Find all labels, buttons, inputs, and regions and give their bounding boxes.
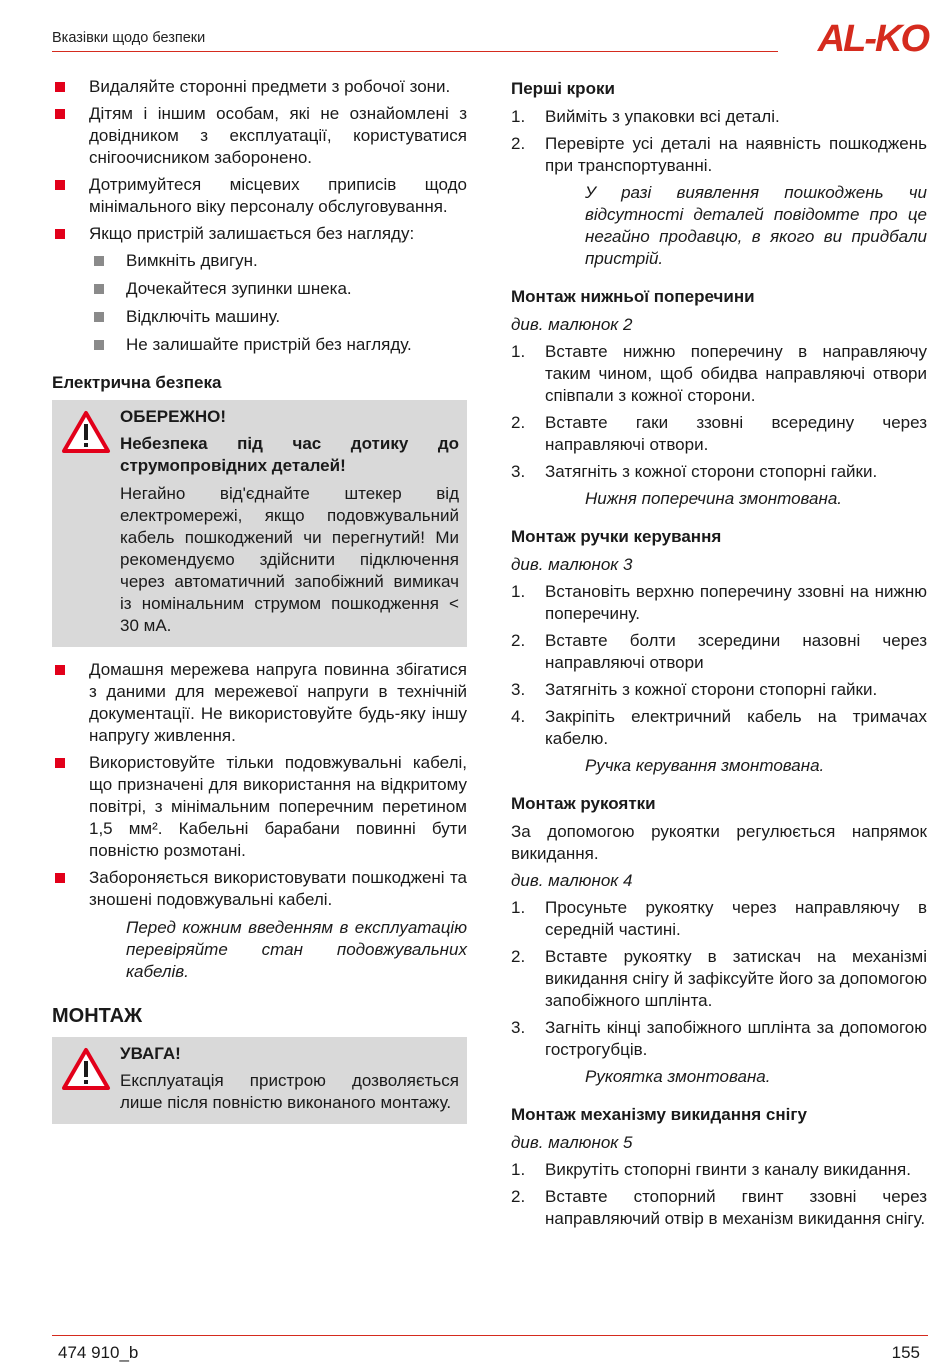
document-number: 474 910_b — [58, 1343, 139, 1362]
sub-list-item: Відключіть машину. — [52, 306, 467, 328]
figure-reference: див. малюнок 2 — [511, 315, 633, 334]
list-item: Видаляйте сторонні предмети з робочої зони. — [52, 76, 467, 98]
page-header — [52, 0, 928, 60]
footer-divider — [52, 1335, 928, 1336]
list-item: Дітям і іншим особам, які не ознайомлені з довідником з експлуатації, користуватися снігоочисником заборонено. — [52, 103, 467, 169]
right-column — [511, 76, 927, 1235]
step-item: 2. Вставте гаки ззовні всередину через направляючі отвори. — [511, 413, 927, 454]
step-item: 1. Вийміть з упаковки всі деталі. — [511, 107, 780, 126]
header-divider — [52, 51, 778, 52]
attention-title: УВАГА! — [120, 1044, 181, 1063]
list-item: Домашня мережева напруга повинна збігатися з даними для мережевої напруги в технічній документації. Не використовуйте будь-яку іншу напругу живлення. — [52, 659, 467, 747]
list-item: Використовуйте тільки подовжувальні кабелі, що призначені для використання на відкритому повітрі, з мінімальним поперечним перетином 1,5 мм². Кабельні барабани повинні бути повністю розмотані. — [52, 752, 467, 862]
caution-subtitle: Небезпека під час дотику до струмопровідних деталей! — [120, 434, 459, 475]
step-item: 2. Вставте стопорний гвинт ззовні через направляючий отвір в механізм викидання снігу. — [511, 1187, 927, 1228]
montage-heading: МОНТАЖ — [52, 1005, 143, 1027]
step-item: 3. Затягніть з кожної сторони стопорні гайки. — [511, 680, 878, 699]
step-item: 2. Перевірте усі деталі на наявність пошкоджень при транспортуванні. — [511, 134, 927, 175]
figure-reference: див. малюнок 3 — [511, 555, 633, 574]
first-steps-note: У разі виявлення пошкоджень чи відсутності деталей повідомте про це негайно продавцю, в якого ви придбали пристрій. — [585, 183, 927, 268]
left-column — [52, 76, 467, 1136]
list-item: Дотримуйтеся місцевих приписів щодо мінімального віку персоналу обслуговування. — [52, 174, 467, 218]
crank-intro: За допомогою рукоятки регулюється напрямок викидання. — [511, 822, 927, 863]
step-item: 1. Вставте нижню поперечину в направляючу таким чином, щоб обидва направляючі отвори співпали з кожної сторони. — [511, 342, 927, 405]
step-item: 2. Вставте болти зсередини назовні через направляючі отвори — [511, 631, 927, 672]
cable-note: Перед кожним введенням в експлуатацію перевіряйте стан подовжувальних кабелів. — [126, 918, 467, 981]
figure-reference: див. малюнок 4 — [511, 871, 633, 890]
warning-triangle-icon — [61, 410, 111, 454]
lower-crossbar-heading: Монтаж нижньої поперечини — [511, 287, 755, 306]
result-note: Рукоятка змонтована. — [585, 1067, 771, 1086]
brand-logo: AL-KO — [817, 18, 928, 60]
step-item: 1. Викрутіть стопорні гвинти з каналу викидання. — [511, 1160, 911, 1179]
step-item: 1. Встановіть верхню поперечину ззовні на нижню поперечину. — [511, 582, 927, 623]
warning-triangle-icon — [61, 1047, 111, 1091]
step-item: 1. Просуньте рукоятку через направляючу в середній частині. — [511, 898, 927, 939]
figure-reference: див. малюнок 5 — [511, 1133, 633, 1152]
electrical-safety-heading: Електрична безпека — [52, 373, 222, 392]
step-item: 3. Затягніть з кожної сторони стопорні гайки. — [511, 462, 878, 481]
attention-box — [52, 1037, 467, 1124]
result-note: Ручка керування змонтована. — [585, 756, 825, 775]
caution-box — [52, 400, 467, 647]
sub-list-item: Дочекайтеся зупинки шнека. — [52, 278, 467, 300]
caution-title: ОБЕРЕЖНО! — [120, 407, 226, 426]
list-item: Забороняється використовувати пошкоджені та зношені подовжувальні кабелі. — [52, 867, 467, 911]
sub-list-item: Не залишайте пристрій без нагляду. — [52, 334, 467, 356]
crank-heading: Монтаж рукоятки — [511, 794, 656, 813]
control-handle-heading: Монтаж ручки керування — [511, 527, 722, 546]
sub-list-item: Вимкніть двигун. — [52, 250, 467, 272]
step-item: 3. Загніть кінці запобіжного шплінта за допомогою гострогубців. — [511, 1018, 927, 1059]
result-note: Нижня поперечина змонтована. — [585, 489, 843, 508]
caution-text: Негайно від'єднайте штекер від електромережі, якщо подовжувальний кабель пошкоджений чи перегнутий! Ми рекомендуємо здійснити підключення через автоматичний запобіжний вимикач із номінальним струмом пошкодження < 30 мА. — [120, 484, 459, 635]
list-item: Якщо пристрій залишається без нагляду: — [52, 223, 467, 245]
page-number: 155 — [891, 1343, 920, 1362]
discharge-heading: Монтаж механізму викидання снігу — [511, 1105, 807, 1124]
step-item: 4. Закріпіть електричний кабель на тримачах кабелю. — [511, 707, 927, 748]
step-item: 2. Вставте рукоятку в затискач на механізмі викидання снігу й зафіксуйте його за допомогою запобіжного шплінта. — [511, 947, 927, 1010]
attention-text: Експлуатація пристрою дозволяється лише після повністю виконаного монтажу. — [120, 1071, 459, 1112]
header-title: Вказівки щодо безпеки — [52, 30, 206, 46]
first-steps-heading: Перші кроки — [511, 79, 615, 98]
